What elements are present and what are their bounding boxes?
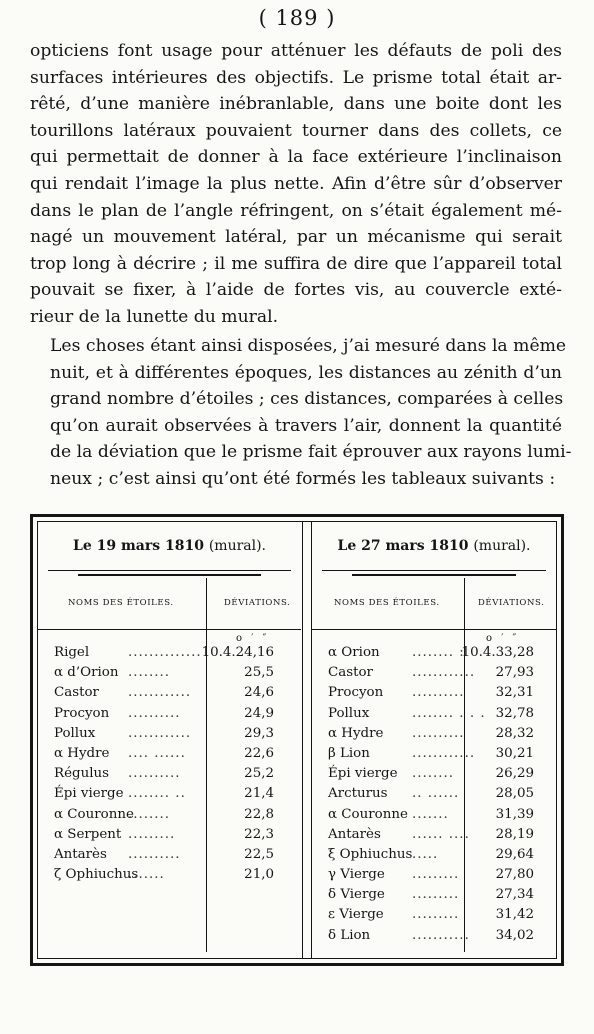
star-name: Antarès [328, 826, 381, 842]
table-row [38, 805, 301, 825]
table-row [312, 744, 556, 764]
star-name: β Lion [328, 745, 370, 761]
star-name: Épi vierge [328, 766, 398, 782]
deviation-value: 24,9 [244, 705, 274, 721]
deviation-value: 27,34 [495, 887, 534, 903]
table-row [38, 663, 301, 683]
leader-dots: ....... [128, 867, 165, 883]
deviation-value: 28,32 [495, 725, 534, 741]
deviation-value: 25,2 [244, 766, 274, 782]
star-name: Procyon [328, 685, 384, 701]
table-row [312, 643, 556, 663]
title-rule [48, 570, 291, 571]
text-line: tourillons latéraux pouvaient tourner dans des collets, ce [30, 120, 562, 141]
star-name: δ Vierge [328, 887, 385, 903]
leader-dots: ........ .. [128, 786, 186, 802]
table-row [312, 764, 556, 784]
deviation-value: 34,02 [495, 927, 534, 943]
table-row [312, 704, 556, 724]
deviation-value: 25,5 [244, 665, 274, 681]
table-row [312, 825, 556, 845]
text-line: neux ; c’est ainsi qu’ont été formés les tableaux suivants : [50, 468, 556, 489]
table-row [38, 845, 301, 865]
leader-dots: ......... [412, 887, 460, 903]
table-row [312, 845, 556, 865]
table-row [312, 865, 556, 885]
star-name: α Serpent [54, 826, 122, 842]
leader-dots: ............ [128, 725, 192, 741]
leader-dots: ........ [128, 665, 171, 681]
text-line: dans le plan de l’angle réfringent, on s’était également mé- [30, 200, 562, 221]
table-row [38, 643, 301, 663]
text-line: rieur de la lunette du mural. [30, 306, 279, 327]
deviation-value: 31,39 [495, 806, 534, 822]
deviation-value: 27,93 [495, 665, 534, 681]
star-name: ε Vierge [328, 907, 384, 923]
deviation-value: 22,6 [244, 745, 274, 761]
table-row [312, 663, 556, 683]
text-line: rêté, d’une manière inébranlable, dans une boite dont les [30, 94, 562, 115]
table-row [38, 825, 301, 845]
star-name: Antarès [54, 846, 107, 862]
table-row [312, 805, 556, 825]
star-name: δ Lion [328, 927, 371, 943]
star-name: Régulus [54, 766, 109, 782]
deviation-value: 32,78 [495, 705, 534, 721]
title-rule [322, 570, 546, 571]
column-header-stars: NOMS DES ÉTOILES. [334, 598, 440, 608]
deviation-value: 10.4.33,28 [461, 645, 534, 660]
text-line: de la déviation que le prisme fait éprouver aux rayons lumi- [50, 442, 572, 463]
leader-dots: .......... [128, 846, 181, 862]
deviation-tables [30, 514, 564, 966]
deviation-value: 32,31 [495, 685, 534, 701]
star-name: ξ Ophiuchus [328, 846, 413, 862]
table-row [38, 704, 301, 724]
title-rule-ornament [78, 574, 261, 576]
leader-dots: ........ [412, 766, 455, 782]
text-line: qui permettait de donner à la face extérieure l’inclinaison [30, 147, 562, 168]
table-divider [302, 522, 312, 958]
leader-dots: ............ [128, 685, 192, 701]
star-rows [312, 643, 556, 946]
paragraph-1 [30, 38, 562, 331]
star-name: Rigel [54, 645, 90, 660]
deviation-value: 22,8 [244, 806, 274, 822]
table-title [312, 538, 556, 554]
leader-dots: ............ [412, 665, 476, 681]
column-header-deviations: DÉVIATIONS. [478, 598, 545, 608]
leader-dots: ........ : [412, 645, 465, 660]
star-name: ζ Ophiuchus [54, 867, 139, 883]
leader-dots: ....... [412, 806, 449, 822]
star-name: α Hydre [54, 745, 110, 761]
table-title [38, 538, 301, 554]
table-19-mars [38, 522, 301, 958]
deviation-value: 10.4.24,16 [201, 645, 274, 660]
header-rule [38, 629, 301, 630]
deviation-value: 28,19 [495, 826, 534, 842]
column-header-stars: NOMS DES ÉTOILES. [68, 598, 174, 608]
page-number: ( 189 ) [258, 6, 336, 30]
star-name: α Hydre [328, 725, 384, 741]
title-rule-ornament [352, 574, 516, 576]
table-date: Le 27 mars 1810 [337, 538, 469, 554]
text-line: nagé un mouvement latéral, par un mécanisme qui serait [30, 227, 562, 248]
star-name: Pollux [54, 725, 96, 741]
leader-dots: .......... [128, 705, 181, 721]
star-rows [38, 643, 301, 885]
table-row [38, 683, 301, 703]
text-line: Les choses étant ainsi disposées, j’ai mesuré dans la même [50, 336, 567, 356]
star-name: γ Vierge [328, 867, 385, 883]
leader-dots: ........... [412, 927, 470, 943]
deviation-value: 28,05 [495, 786, 534, 802]
deviation-value: 21,4 [244, 786, 274, 802]
header-rule [312, 629, 556, 630]
deviation-value: 22,3 [244, 826, 274, 842]
star-name: Procyon [54, 705, 110, 721]
leader-dots: .. ...... [412, 786, 460, 802]
table-row [38, 784, 301, 804]
star-name: Castor [328, 665, 373, 681]
deviation-value: 31,42 [495, 907, 534, 923]
leader-dots: ............ [412, 745, 476, 761]
leader-dots: ..... [412, 846, 439, 862]
degree-minute-second-marks: o ′ ″ [236, 633, 270, 644]
table-row [38, 724, 301, 744]
table-inner-frame [37, 521, 557, 959]
text-line: opticiens font usage pour atténuer les défauts de poli des [30, 41, 562, 61]
table-row [312, 784, 556, 804]
table-note: (mural). [473, 538, 531, 554]
table-row [312, 724, 556, 744]
leader-dots: .......... [128, 766, 181, 782]
text-line: pouvait se fixer, à l’aide de fortes vis, au couvercle exté- [30, 280, 562, 301]
table-row [312, 905, 556, 925]
deviation-value: 29,3 [244, 725, 274, 741]
table-27-mars [312, 522, 556, 958]
table-row [38, 865, 301, 885]
leader-dots: .............. [128, 645, 202, 660]
deviation-value: 22,5 [244, 846, 274, 862]
table-row [38, 744, 301, 764]
deviation-value: 21,0 [244, 867, 274, 883]
deviation-value: 26,29 [495, 766, 534, 782]
star-name: α Couronne [328, 806, 408, 822]
deviation-value: 30,21 [495, 745, 534, 761]
text-line: qu’on aurait observées à travers l’air, donnent la quantité [50, 415, 562, 436]
table-row [38, 764, 301, 784]
leader-dots: ...... .... [412, 826, 470, 842]
text-line: qui rendait l’image la plus nette. Afin d’être sûr d’observer [30, 173, 562, 194]
text-line: surfaces intérieures des objectifs. Le prisme total était ar- [30, 67, 562, 88]
leader-dots: ......... [412, 867, 460, 883]
star-name: α Couronne [54, 806, 134, 822]
leader-dots: ........ [128, 806, 171, 822]
text-line: grand nombre d’étoiles ; ces distances, comparées à celles [50, 389, 564, 410]
leader-dots: ......... [412, 907, 460, 923]
text-line: trop long à décrire ; il me suffira de dire que l’appareil total [30, 253, 562, 274]
star-name: Arcturus [328, 786, 388, 802]
text-line: nuit, et à différentes époques, les distances au zénith d’un [50, 362, 562, 383]
leader-dots: .... ...... [128, 745, 186, 761]
deviation-value: 29,64 [495, 846, 534, 862]
table-date: Le 19 mars 1810 [72, 538, 204, 554]
leader-dots: ........ . . . [412, 705, 486, 721]
paragraph-2 [30, 333, 572, 493]
table-row [312, 926, 556, 946]
table-row [312, 683, 556, 703]
star-name: Castor [54, 685, 99, 701]
star-name: α Orion [328, 645, 380, 660]
column-header-deviations: DÉVIATIONS. [224, 598, 291, 608]
star-name: Pollux [328, 705, 370, 721]
star-name: α d’Orion [54, 665, 119, 681]
table-row [312, 885, 556, 905]
leader-dots: .......... [412, 725, 465, 741]
star-name: Épi vierge [54, 786, 124, 802]
leader-dots: ......... [128, 826, 176, 842]
deviation-value: 24,6 [244, 685, 274, 701]
degree-minute-second-marks: o ′ ″ [486, 633, 520, 644]
leader-dots: .......... [412, 685, 465, 701]
table-note: (mural). [208, 538, 267, 554]
deviation-value: 27,80 [495, 867, 534, 883]
